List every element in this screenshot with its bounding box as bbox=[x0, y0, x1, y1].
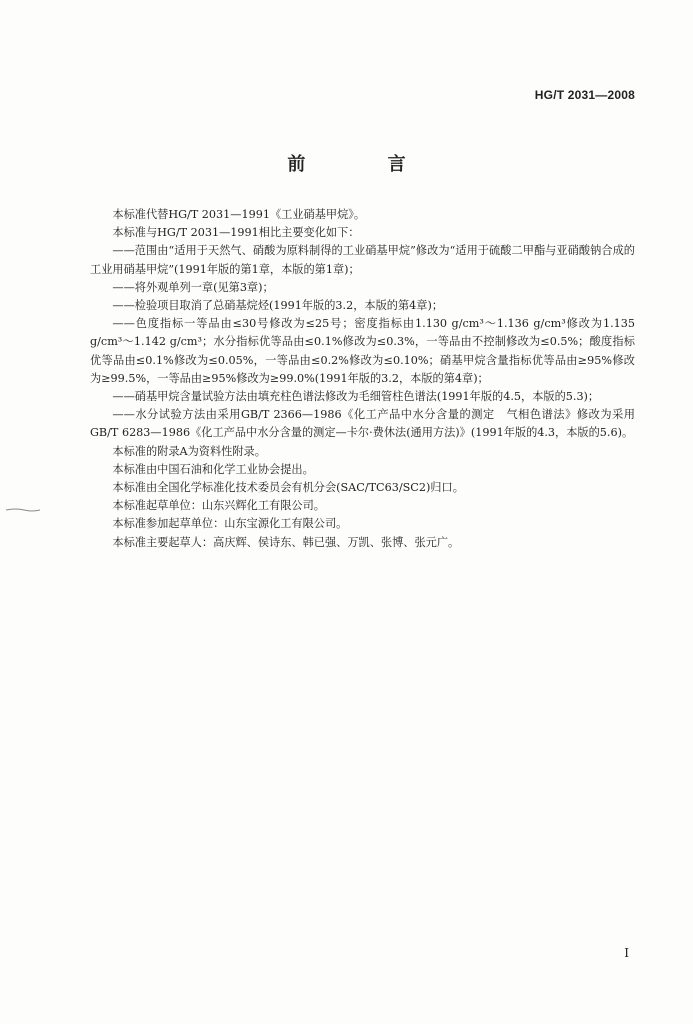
foreword-body bbox=[90, 206, 635, 552]
change-item-content-method: ——硝基甲烷含量试验方法由填充柱色谱法修改为毛细管柱色谱法(1991年版的4.5，本版的5.3)； bbox=[112, 390, 600, 404]
paragraph-drafting-unit: 本标准起草单位：山东兴辉化工有限公司。 bbox=[112, 499, 325, 513]
paragraph-changes-intro: 本标准与HG/T 2031—1991相比主要变化如下： bbox=[112, 226, 360, 240]
change-item-test-items: ——检验项目取消了总硝基烷烃(1991年版的3.2，本版的第4章)； bbox=[112, 299, 444, 313]
paragraph-drafters: 本标准主要起草人：高庆辉、侯诗东、韩已强、万凯、张博、张元广。 bbox=[112, 535, 460, 549]
standard-code: HG/T 2031—2008 bbox=[534, 88, 635, 102]
change-item-scope: ——范围由“适用于天然气、硝酸为原料制得的工业硝基甲烷”修改为“适用于硫酸二甲酯与亚硝酸钠合成的工业用硝基甲烷”(1991年版的第1章，本版的第1章)； bbox=[90, 244, 635, 276]
paragraph-appendix: 本标准的附录A为资料性附录。 bbox=[112, 444, 266, 458]
paragraph-management: 本标准由全国化学标准化技术委员会有机分会(SAC/TC63/SC2)归口。 bbox=[112, 481, 464, 495]
paragraph-replaces: 本标准代替HG/T 2031—1991《工业硝基甲烷》。 bbox=[112, 208, 366, 221]
change-item-indicators: ——色度指标一等品由≤30号修改为≤25号；密度指标由1.130 g/cm³～1.136 g/cm³修改为1.135 g/cm³～1.142 g/cm³；水分指标优等品由≤0.1%修改为≤0.3%，一等品由不控制修改为≤0.5%；酸度指标优等品由≤0.1%修改为≤0.05%，一等品由≤0.2%修改为≤0.10%；硝基甲烷含量指标优等品由≥95%修改为≥99.5%，一等品由≥95%修改为≥99.0%(1991年版的3.2，本版的第4章)； bbox=[90, 317, 635, 385]
scan-edge-mark bbox=[6, 508, 40, 512]
change-item-appearance: ——将外观单列一章(见第3章)； bbox=[112, 280, 274, 294]
paragraph-participating-unit: 本标准参加起草单位：山东宝源化工有限公司。 bbox=[112, 517, 348, 531]
change-item-water-method: ——水分试验方法由采用GB/T 2366—1986《化工产品中水分含量的测定 气相色谱法》修改为采用GB/T 6283—1986《化工产品中水分含量的测定—卡尔·费休法(通用方法)》(1991年版的4.3，本版的5.6)。 bbox=[90, 408, 635, 440]
page-number: I bbox=[624, 946, 629, 960]
paragraph-proposer: 本标准由中国石油和化学工业协会提出。 bbox=[112, 462, 314, 476]
page-title: 前 言 bbox=[287, 154, 444, 175]
